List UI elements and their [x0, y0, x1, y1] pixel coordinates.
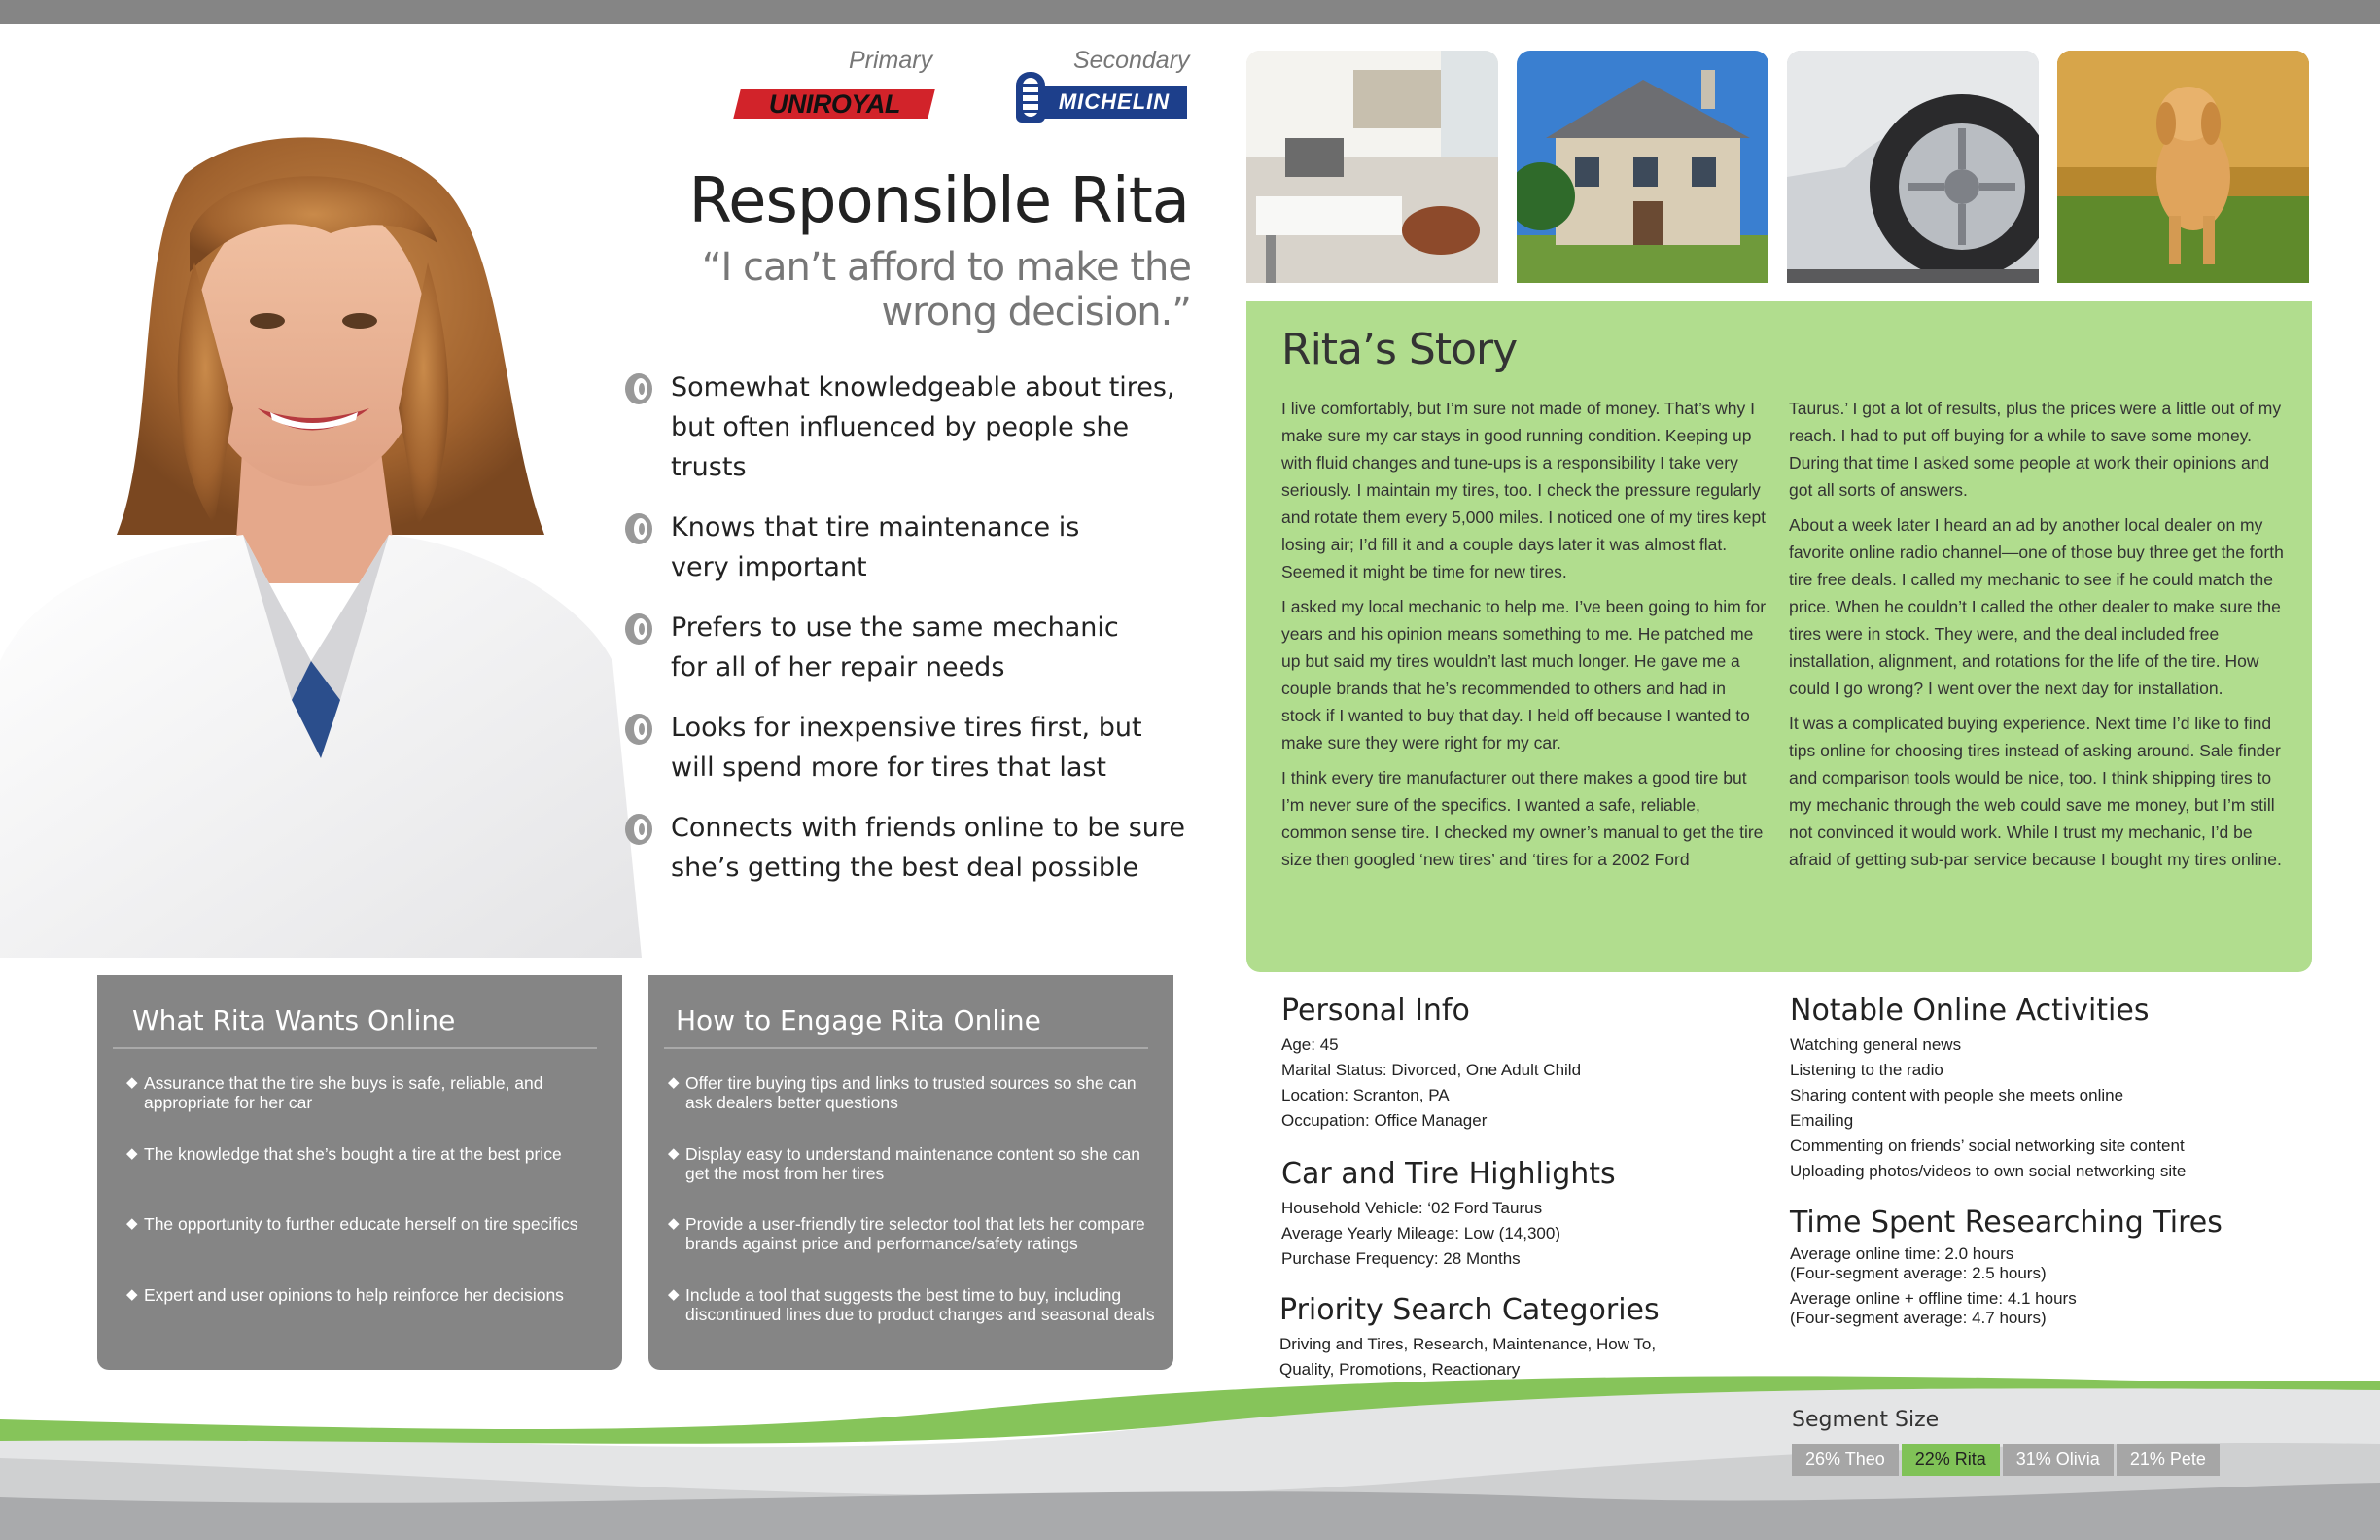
personal-info-heading: Personal Info — [1281, 994, 1470, 1028]
card-bullet-item: ◆ Display easy to understand maintenance content so she can get the most from her tires — [668, 1144, 1140, 1183]
info-line: Sharing content with people she meets online — [1790, 1086, 2124, 1104]
diamond-bullet-icon: ◆ — [668, 1074, 680, 1091]
priority-search-heading: Priority Search Categories — [1279, 1293, 1660, 1327]
tire-icon — [622, 712, 655, 747]
card-bullet-item: ◆ Offer tire buying tips and links to trusted sources so she can ask dealers better questions — [668, 1073, 1137, 1112]
tire-icon — [622, 511, 655, 546]
dog-photo — [2057, 51, 2309, 283]
info-line: Quality, Promotions, Reactionary — [1279, 1360, 1521, 1379]
info-line: Listening to the radio — [1790, 1061, 1943, 1079]
info-line: Commenting on friends’ social networking site content — [1790, 1137, 2185, 1155]
diamond-bullet-icon: ◆ — [126, 1145, 138, 1162]
diamond-bullet-icon: ◆ — [668, 1286, 680, 1303]
segment-theo: 26% Theo — [1792, 1444, 1899, 1476]
tire-photo — [1787, 51, 2039, 283]
info-line: Emailing — [1790, 1111, 1854, 1130]
info-line: Purchase Frequency: 28 Months — [1281, 1249, 1521, 1268]
card-bullet-item: ◆ The knowledge that she’s bought a tire at the best price — [126, 1144, 562, 1164]
car-tire-highlights — [1281, 1157, 1616, 1272]
card-bullet-item: ◆ Expert and user opinions to help reinforce her decisions — [126, 1285, 564, 1305]
house-photo — [1517, 51, 1768, 283]
story-paragraph: It was a complicated buying experience. Next time I’d like to find tips online for choosing tires instead of asking around. Sale finder and comparison tools would be nice, too. I think shipping tires to my mechanic through the web could save me money, but I’m still not convinced it would work. While I trust my mechanic, I’d be afraid of getting sub-par service because I bought my tires online. — [1789, 714, 2282, 869]
persona-name: Responsible Rita — [688, 165, 1189, 237]
secondary-brand-label: Secondary — [1073, 47, 1190, 74]
info-line: Average Yearly Mileage: Low (14,300) — [1281, 1224, 1560, 1242]
notable-online-activities — [1790, 994, 2186, 1184]
time-spent-researching — [1790, 1206, 2222, 1328]
engage-online-card — [648, 975, 1173, 1370]
office-photo — [1246, 51, 1498, 283]
tire-icon — [622, 371, 655, 406]
diamond-bullet-icon: ◆ — [126, 1286, 138, 1303]
uniroyal-logo: UNIROYAL — [733, 89, 934, 119]
story-paragraph: About a week later I heard an ad by another local dealer on my favorite online radio channel—one of those buy three get the forth tire free deals. I called my mechanic to see if he could match the price. When he couldn’t I called the other dealer to make sure the tires were in stock. They were, and the deal included free installation, alignment, and rotations for the life of the tire. How could I go wrong? I went over the next day for installation. — [1789, 515, 2284, 698]
time-spent-heading: Time Spent Researching Tires — [1790, 1206, 2222, 1240]
info-line: Driving and Tires, Research, Maintenance, How To, — [1279, 1335, 1657, 1353]
story-column-right — [1789, 395, 2285, 881]
info-line: Average online time: 2.0 hours — [1790, 1244, 2014, 1263]
trait-item: Knows that tire maintenance is very important — [622, 508, 1196, 587]
tire-icon — [622, 812, 655, 847]
card-title: How to Engage Rita Online — [676, 1004, 1041, 1036]
divider — [113, 1047, 597, 1049]
trait-item: Connects with friends online to be sure she’s getting the best deal possible — [622, 808, 1196, 888]
car-tire-heading: Car and Tire Highlights — [1281, 1157, 1616, 1191]
segment-rita: 22% Rita — [1902, 1444, 2000, 1476]
story-paragraph: I live comfortably, but I’m sure not made of money. That’s why I make sure my car stays in good running condition. Keeping up with fluid changes and tune-ups is a responsibility I take very seriously. I maintain my tires, too. I check the pressure regularly and rotate them every 5,000 miles. I noticed one of my tires kept losing air; I’d fill it and a couple days later it was almost flat. Seemed it might be time for new tires. — [1281, 399, 1767, 581]
wants-online-card — [97, 975, 622, 1370]
diamond-bullet-icon: ◆ — [126, 1074, 138, 1091]
story-paragraph: I asked my local mechanic to help me. I’ve been going to him for years and his opinion means something to me. He patched me up but said my tires wouldn’t last much longer. He gave me a couple brands that he’s recommended to others and had in stock if I wanted to buy that day. I held off because I wanted to make sure they were right for my car. — [1281, 597, 1767, 752]
personal-info — [1281, 994, 1581, 1134]
story-panel — [1246, 301, 2312, 972]
info-line: Age: 45 — [1281, 1035, 1339, 1054]
info-line: Marital Status: Divorced, One Adult Child — [1281, 1061, 1582, 1079]
card-bullet-item: ◆ Provide a user-friendly tire selector tool that lets her compare brands against price and performance/safety ratings — [668, 1214, 1145, 1253]
info-line: (Four-segment average: 4.7 hours) — [1790, 1309, 2047, 1327]
card-bullet-item: ◆ Assurance that the tire she buys is safe, reliable, and appropriate for her car — [126, 1073, 543, 1112]
card-bullet-item: ◆ Include a tool that suggests the best time to buy, including discontinued lines due to product changes and seasonal deals — [668, 1285, 1155, 1324]
story-paragraph: Taurus.’ I got a lot of results, plus the prices were a little out of my reach. I had to put off buying for a while to save some money. During that time I asked some people at work their opinions and got all sorts of answers. — [1789, 399, 2282, 500]
persona-quote: “I can’t afford to make the wrong decision.” — [701, 245, 1191, 334]
info-line: Occupation: Office Manager — [1281, 1111, 1488, 1130]
story-title: Rita’s Story — [1281, 325, 1518, 374]
trait-item: Looks for inexpensive tires first, but will spend more for tires that last — [622, 708, 1196, 788]
segment-size-bar — [1792, 1444, 2220, 1476]
segment-pete: 21% Pete — [2117, 1444, 2220, 1476]
diamond-bullet-icon: ◆ — [126, 1215, 138, 1232]
story-paragraph: I think every tire manufacturer out there makes a good tire but I’m never sure of the specifics. I wanted a safe, reliable, common sense tire. I checked my owner’s manual to get the tire size then googled ‘new tires’ and ‘tires for a 2002 Ford — [1281, 768, 1764, 869]
info-line: Average online + offline time: 4.1 hours — [1790, 1289, 2077, 1308]
info-line: Uploading photos/videos to own social networking site — [1790, 1162, 2187, 1180]
card-title: What Rita Wants Online — [132, 1004, 456, 1036]
persona-traits — [622, 368, 1196, 888]
top-bar — [0, 0, 2380, 24]
story-column-left — [1281, 395, 1768, 881]
diamond-bullet-icon: ◆ — [668, 1215, 680, 1232]
trait-item: Prefers to use the same mechanic for all of her repair needs — [622, 608, 1196, 687]
segment-olivia: 31% Olivia — [2003, 1444, 2114, 1476]
info-line: Household Vehicle: ‘02 Ford Taurus — [1281, 1199, 1543, 1217]
michelin-logo: MICHELIN — [1014, 72, 1187, 122]
info-line: (Four-segment average: 2.5 hours) — [1790, 1264, 2047, 1282]
persona-portrait — [0, 117, 642, 958]
segment-size-label: Segment Size — [1792, 1408, 1940, 1432]
primary-brand-label: Primary — [849, 47, 933, 74]
diamond-bullet-icon: ◆ — [668, 1145, 680, 1162]
trait-item: Somewhat knowledgeable about tires, but often influenced by people she trusts — [622, 368, 1196, 487]
tire-icon — [622, 612, 655, 647]
info-line: Location: Scranton, PA — [1281, 1086, 1450, 1104]
divider — [664, 1047, 1148, 1049]
card-bullet-item: ◆ The opportunity to further educate herself on tire specifics — [126, 1214, 578, 1234]
info-line: Watching general news — [1790, 1035, 1962, 1054]
notable-activities-heading: Notable Online Activities — [1790, 994, 2150, 1028]
